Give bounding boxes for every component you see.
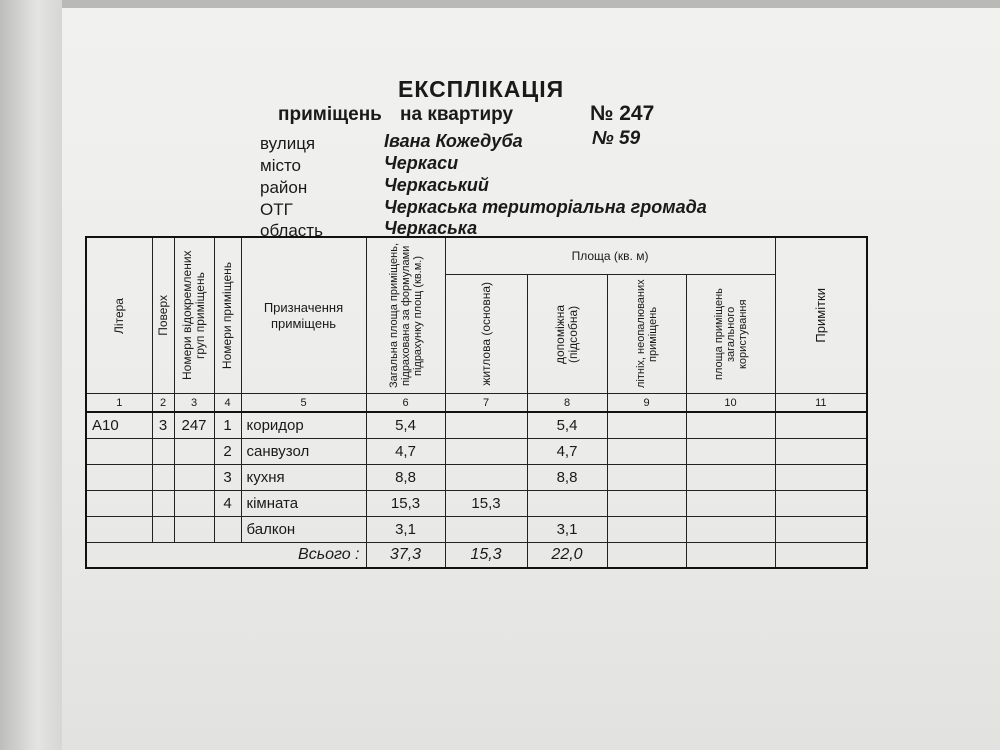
cell-litera bbox=[86, 491, 152, 517]
cell-total: 5,4 bbox=[366, 412, 445, 439]
cell-floor bbox=[152, 491, 174, 517]
col-num: 1 bbox=[86, 394, 152, 413]
cell-living bbox=[445, 517, 527, 543]
header-total-area: Загальна площа приміщень, підрахована за формулами підрахунку площ (кв.м.) bbox=[366, 237, 445, 394]
table-row bbox=[86, 439, 867, 465]
col-num: 3 bbox=[174, 394, 214, 413]
header-purpose: Призначення приміщень bbox=[241, 237, 366, 394]
header-litera: Літера bbox=[86, 237, 152, 394]
page-top-shadow bbox=[62, 0, 1000, 8]
cell-group bbox=[174, 491, 214, 517]
subtitle-apartment: на квартиру bbox=[400, 104, 514, 125]
col-num: 10 bbox=[686, 394, 775, 413]
totals-notes bbox=[775, 543, 867, 569]
street-value: Івана Кожедуба bbox=[384, 131, 523, 151]
cell-total: 8,8 bbox=[366, 465, 445, 491]
community-value: Черкаська територіальна громада bbox=[384, 197, 707, 217]
cell-litera bbox=[86, 439, 152, 465]
col-num: 9 bbox=[607, 394, 686, 413]
cell-litera bbox=[86, 465, 152, 491]
cell-aux: 8,8 bbox=[527, 465, 607, 491]
header-living: житлова (основна) bbox=[445, 275, 527, 394]
cell-floor bbox=[152, 439, 174, 465]
cell-summer bbox=[607, 517, 686, 543]
cell-litera bbox=[86, 517, 152, 543]
cell-aux: 4,7 bbox=[527, 439, 607, 465]
totals-summer bbox=[607, 543, 686, 569]
cell-room: 1 bbox=[214, 412, 241, 439]
header-summer: літніх, неопалюваних приміщень bbox=[607, 275, 686, 394]
cell-living: 15,3 bbox=[445, 491, 527, 517]
cell-common bbox=[686, 439, 775, 465]
subtitle-rooms: приміщень bbox=[278, 104, 382, 125]
cell-notes bbox=[775, 412, 867, 439]
header-area-group: Площа (кв. м) bbox=[445, 237, 775, 275]
district-value: Черкаський bbox=[384, 175, 489, 195]
district-label: район bbox=[260, 178, 308, 197]
cell-group bbox=[174, 439, 214, 465]
column-numbers-row bbox=[86, 394, 867, 413]
cell-common bbox=[686, 465, 775, 491]
region-value: Черкаська bbox=[384, 218, 478, 238]
city-label: місто bbox=[260, 156, 302, 175]
cell-room: 3 bbox=[214, 465, 241, 491]
header-room-numbers: Номери приміщень bbox=[214, 237, 241, 394]
totals-living: 15,3 bbox=[445, 543, 527, 569]
explication-table bbox=[85, 236, 868, 569]
table-row bbox=[86, 491, 867, 517]
cell-common bbox=[686, 517, 775, 543]
header-notes: Примітки bbox=[775, 237, 867, 394]
cell-notes bbox=[775, 491, 867, 517]
col-num: 4 bbox=[214, 394, 241, 413]
cell-common bbox=[686, 412, 775, 439]
cell-purpose: кімната bbox=[241, 491, 366, 517]
cell-summer bbox=[607, 465, 686, 491]
region-label: область bbox=[260, 221, 323, 240]
community-label: ОТГ bbox=[260, 200, 293, 219]
totals-label: Всього : bbox=[86, 543, 366, 569]
col-num: 6 bbox=[366, 394, 445, 413]
cell-room bbox=[214, 517, 241, 543]
cell-room: 2 bbox=[214, 439, 241, 465]
cell-purpose: санвузол bbox=[241, 439, 366, 465]
cell-total: 3,1 bbox=[366, 517, 445, 543]
cell-aux bbox=[527, 491, 607, 517]
cell-floor: 3 bbox=[152, 412, 174, 439]
cell-aux: 5,4 bbox=[527, 412, 607, 439]
cell-living bbox=[445, 439, 527, 465]
cell-living bbox=[445, 465, 527, 491]
header-common: площа приміщень загального користування bbox=[686, 275, 775, 394]
col-num: 11 bbox=[775, 394, 867, 413]
cell-aux: 3,1 bbox=[527, 517, 607, 543]
header-auxiliary: допоміжна (підсобна) bbox=[527, 275, 607, 394]
cell-summer bbox=[607, 491, 686, 517]
cell-purpose: коридор bbox=[241, 412, 366, 439]
cell-group bbox=[174, 465, 214, 491]
document-title: ЕКСПЛІКАЦІЯ bbox=[398, 76, 565, 102]
table-row bbox=[86, 465, 867, 491]
table-row bbox=[86, 412, 867, 439]
col-num: 7 bbox=[445, 394, 527, 413]
cell-living bbox=[445, 412, 527, 439]
cell-group bbox=[174, 517, 214, 543]
col-num: 2 bbox=[152, 394, 174, 413]
cell-purpose: кухня bbox=[241, 465, 366, 491]
header-group-numbers: Номери відокремлених груп приміщень bbox=[174, 237, 214, 394]
cell-common bbox=[686, 491, 775, 517]
cell-summer bbox=[607, 412, 686, 439]
totals-row bbox=[86, 543, 867, 569]
apartment-number: № 247 bbox=[590, 102, 655, 125]
cell-room: 4 bbox=[214, 491, 241, 517]
totals-total: 37,3 bbox=[366, 543, 445, 569]
totals-common bbox=[686, 543, 775, 569]
cell-floor bbox=[152, 517, 174, 543]
cell-notes bbox=[775, 439, 867, 465]
table-row bbox=[86, 517, 867, 543]
cell-purpose: балкон bbox=[241, 517, 366, 543]
col-num: 8 bbox=[527, 394, 607, 413]
header-floor: Поверх bbox=[152, 237, 174, 394]
col-num: 5 bbox=[241, 394, 366, 413]
cell-total: 15,3 bbox=[366, 491, 445, 517]
cell-litera: А10 bbox=[86, 412, 152, 439]
house-number: № 59 bbox=[592, 128, 641, 149]
street-label: вулиця bbox=[260, 134, 316, 153]
cell-total: 4,7 bbox=[366, 439, 445, 465]
left-page-edge bbox=[0, 0, 63, 750]
cell-notes bbox=[775, 517, 867, 543]
cell-group: 247 bbox=[174, 412, 214, 439]
cell-floor bbox=[152, 465, 174, 491]
cell-notes bbox=[775, 465, 867, 491]
cell-summer bbox=[607, 439, 686, 465]
totals-aux: 22,0 bbox=[527, 543, 607, 569]
city-value: Черкаси bbox=[384, 153, 459, 173]
